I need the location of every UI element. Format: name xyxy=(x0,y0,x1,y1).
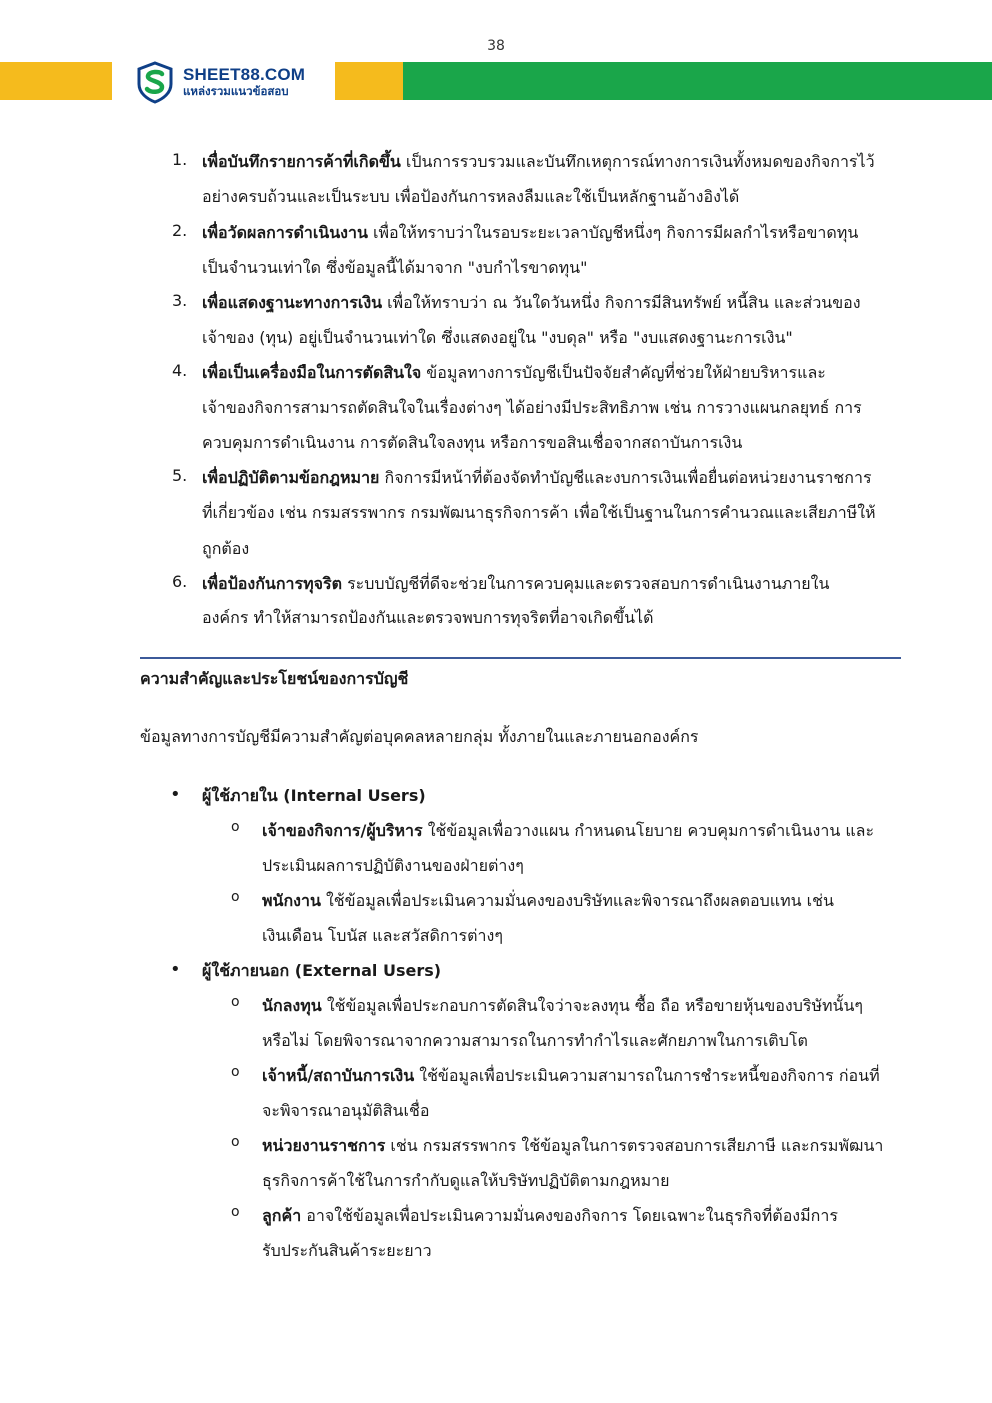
bullet-icon: • xyxy=(170,959,181,980)
header-bar-yellow-mid xyxy=(335,62,403,100)
bullet-icon: • xyxy=(170,784,181,805)
item-text: เป็นการรวบรวมและบันทึกเหตุการณ์ทางการเงินทั้งหมดของกิจการไว้ xyxy=(400,152,875,171)
item-title: ลูกค้า xyxy=(262,1206,302,1225)
circle-bullet-icon: o xyxy=(231,1204,240,1220)
item-text-cont: เจ้าของ (ทุน) อยู่เป็นจำนวนเท่าใด ซึ่งแสดงอยู่ใน "งบดุล" หรือ "งบแสดงฐานะการเงิน" xyxy=(202,328,793,347)
item-title: เพื่อปฏิบัติตามข้อกฎหมาย xyxy=(202,468,380,487)
item-text: ใช้ข้อมูลเพื่อวางแผน กำหนดนโยบาย ควบคุมการดำเนินงาน และ xyxy=(422,821,875,840)
item-number: 5. xyxy=(172,466,188,485)
item-text-cont: องค์กร ทำให้สามารถป้องกันและตรวจพบการทุจริตที่อาจเกิดขึ้นได้ xyxy=(202,608,654,627)
item-text-cont: เงินเดือน โบนัส และสวัสดิการต่างๆ xyxy=(262,926,503,945)
item-text-cont: ที่เกี่ยวข้อง เช่น กรมสรรพากร กรมพัฒนาธุรกิจการค้า เพื่อใช้เป็นฐานในการคำนวณและเสียภาษีให้ xyxy=(202,503,876,522)
item-text-cont: เป็นจำนวนเท่าใด ซึ่งข้อมูลนี้ได้มาจาก "งบกำไรขาดทุน" xyxy=(202,258,588,277)
item-text: ข้อมูลทางการบัญชีเป็นปัจจัยสำคัญที่ช่วยให้ฝ่ายบริหารและ xyxy=(421,363,826,382)
item-text-cont: ประเมินผลการปฏิบัติงานของฝ่ายต่างๆ xyxy=(262,856,524,875)
item-title: พนักงาน xyxy=(262,891,321,910)
item-text: ระบบบัญชีที่ดีจะช่วยในการควบคุมและตรวจสอบการดำเนินงานภายใน xyxy=(342,574,830,593)
item-text: ใช้ข้อมูลเพื่อประเมินความมั่นคงของบริษัทและพิจารณาถึงผลตอบแทน เช่น xyxy=(320,891,834,910)
site-logo xyxy=(133,60,305,104)
item-text: เช่น กรมสรรพากร ใช้ข้อมูลในการตรวจสอบการเสียภาษี และกรมพัฒนา xyxy=(385,1136,884,1155)
item-title: เพื่อเป็นเครื่องมือในการตัดสินใจ xyxy=(202,363,422,382)
item-text-cont: หรือไม่ โดยพิจารณาจากความสามารถในการทำกำไรและศักยภาพในการเติบโต xyxy=(262,1031,808,1050)
item-title: เพื่อบันทึกรายการค้าที่เกิดขึ้น xyxy=(202,152,401,171)
item-text: ใช้ข้อมูลเพื่อประกอบการตัดสินใจว่าจะลงทุน ซื้อ ถือ หรือขายหุ้นของบริษัทนั้นๆ xyxy=(321,996,864,1015)
item-number: 2. xyxy=(172,221,188,240)
item-title: หน่วยงานราชการ xyxy=(262,1136,386,1155)
item-text-cont: รับประกันสินค้าระยะยาว xyxy=(262,1241,432,1260)
item-text-cont: เจ้าของกิจการสามารถตัดสินใจในเรื่องต่างๆ ได้อย่างมีประสิทธิภาพ เช่น การวางแผนกลยุทธ์ การ xyxy=(202,398,862,417)
item-text: กิจการมีหน้าที่ต้องจัดทำบัญชีและงบการเงินเพื่อยื่นต่อหน่วยงานราชการ xyxy=(379,468,872,487)
item-title: เจ้าหนี้/สถาบันการเงิน xyxy=(262,1066,415,1085)
item-title: เจ้าของกิจการ/ผู้บริหาร xyxy=(262,821,423,840)
group-title: ผู้ใช้ภายนอก (External Users) xyxy=(202,961,442,980)
circle-bullet-icon: o xyxy=(231,1134,240,1150)
s-shield-logo-icon xyxy=(133,60,177,104)
item-number: 1. xyxy=(172,150,188,169)
header-bar-green xyxy=(403,62,992,100)
item-text: อาจใช้ข้อมูลเพื่อประเมินความมั่นคงของกิจการ โดยเฉพาะในธุรกิจที่ต้องมีการ xyxy=(301,1206,838,1225)
section-heading: ความสำคัญและประโยชน์ของการบัญชี xyxy=(140,669,409,688)
item-number: 3. xyxy=(172,291,188,310)
header-bar-yellow-left xyxy=(0,62,112,100)
circle-bullet-icon: o xyxy=(231,994,240,1010)
group-title: ผู้ใช้ภายใน (Internal Users) xyxy=(202,786,426,805)
item-title: เพื่อวัดผลการดำเนินงาน xyxy=(202,223,368,242)
item-number: 4. xyxy=(172,361,188,380)
item-text-cont: ถูกต้อง xyxy=(202,539,250,558)
item-title: เพื่อแสดงฐานะทางการเงิน xyxy=(202,293,383,312)
logo-title: SHEET88.COM xyxy=(183,65,306,85)
item-text: เพื่อให้ทราบว่า ณ วันใดวันหนึ่ง กิจการมีสินทรัพย์ หนี้สิน และส่วนของ xyxy=(382,293,861,312)
intro-paragraph: ข้อมูลทางการบัญชีมีความสำคัญต่อบุคคลหลายกลุ่ม ทั้งภายในและภายนอกองค์กร xyxy=(140,727,699,746)
circle-bullet-icon: o xyxy=(231,819,240,835)
item-text: ใช้ข้อมูลเพื่อประเมินความสามารถในการชำระหนี้ของกิจการ ก่อนที่ xyxy=(414,1066,880,1085)
item-number: 6. xyxy=(172,572,188,591)
item-text: เพื่อให้ทราบว่าในรอบระยะเวลาบัญชีหนึ่งๆ กิจการมีผลกำไรหรือขาดทุน xyxy=(367,223,859,242)
item-text-cont: อย่างครบถ้วนและเป็นระบบ เพื่อป้องกันการหลงลืมและใช้เป็นหลักฐานอ้างอิงได้ xyxy=(202,187,740,206)
item-text-cont: ควบคุมการดำเนินงาน การตัดสินใจลงทุน หรือการขอสินเชื่อจากสถาบันการเงิน xyxy=(202,433,743,452)
logo-subtitle: แหล่งรวมแนวข้อสอบ xyxy=(183,84,289,99)
item-title: เพื่อป้องกันการทุจริต xyxy=(202,574,342,593)
item-text-cont: จะพิจารณาอนุมัติสินเชื่อ xyxy=(262,1101,430,1120)
item-title: นักลงทุน xyxy=(262,996,322,1015)
item-text-cont: ธุรกิจการค้าใช้ในการกำกับดูแลให้บริษัทปฏิบัติตามกฎหมาย xyxy=(262,1171,670,1190)
page-number: 38 xyxy=(487,38,505,54)
circle-bullet-icon: o xyxy=(231,1064,240,1080)
circle-bullet-icon: o xyxy=(231,889,240,905)
section-divider xyxy=(140,657,901,659)
